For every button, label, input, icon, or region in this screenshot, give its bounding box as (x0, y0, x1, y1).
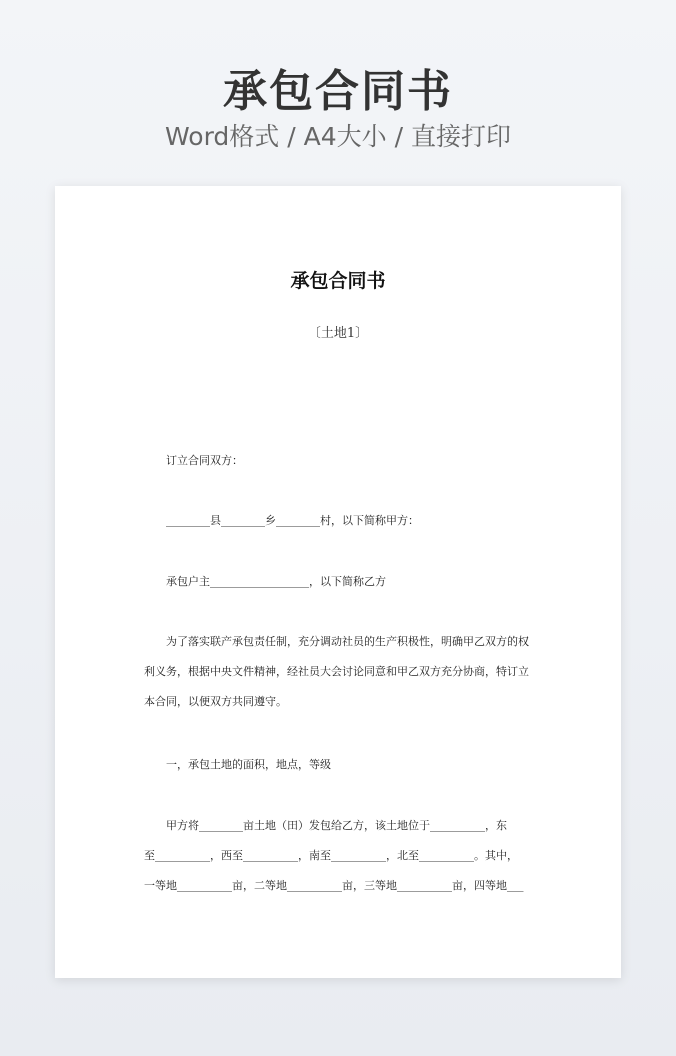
land-paragraph-line-3: 一等地__________亩，二等地__________亩，三等地__________亩，四等地___ (144, 879, 524, 892)
section-one-heading: 一，承包土地的面积，地点，等级 (166, 758, 331, 771)
hero-subtitle: Word格式 / A4大小 / 直接打印 (165, 122, 511, 151)
document-title: 承包合同书 (290, 270, 386, 292)
party-a-line: ________县________乡________村，以下简称甲方： (166, 514, 419, 527)
land-paragraph-line-1: 甲方将________亩土地（田）发包给乙方，该土地位于__________，东 (166, 819, 507, 832)
parties-line: 订立合同双方： (166, 454, 243, 467)
document-page (55, 186, 621, 978)
land-paragraph-line-2: 至__________，西至__________，南至__________，北至__________。其中， (144, 849, 518, 862)
party-b-line: 承包户主__________________，以下简称乙方 (166, 575, 386, 588)
hero-title: 承包合同书 (223, 66, 453, 117)
purpose-paragraph: 为了落实联产承包责任制，充分调动社员的生产积极性，明确甲乙双方的权利义务，根据中央文件精神，经社员大会讨论同意和甲乙双方充分协商，特订立本合同，以便双方共同遵守。 (144, 635, 529, 708)
document-subtitle: 〔土地1〕 (307, 326, 369, 341)
